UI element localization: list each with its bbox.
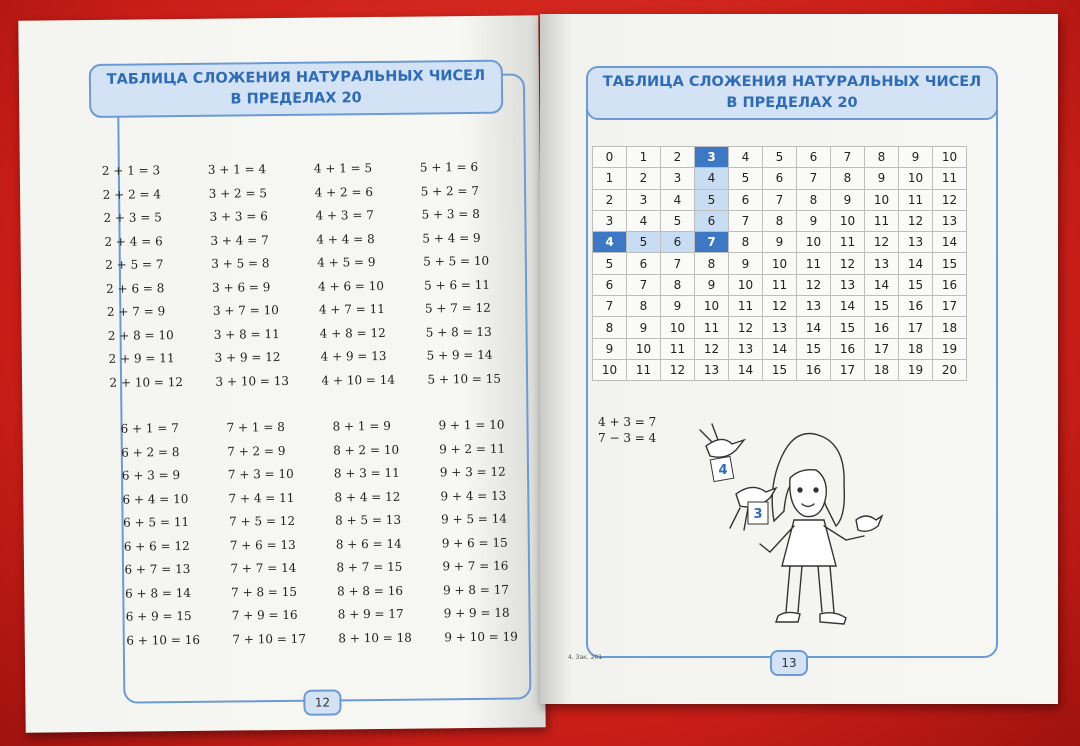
addition-fact: 4 + 6 = 10	[318, 278, 385, 294]
grid-cell: 18	[933, 317, 967, 338]
addition-fact: 8 + 1 = 9	[332, 418, 391, 434]
addition-fact: 6 + 8 = 14	[125, 585, 192, 601]
addition-fact: 5 + 9 = 14	[426, 347, 493, 363]
addition-fact: 4 + 7 = 11	[318, 301, 385, 317]
addition-fact: 2 + 3 = 5	[103, 210, 162, 225]
example-equation-1: 4 + 3 = 7	[598, 415, 657, 429]
addition-fact: 8 + 3 = 11	[333, 465, 400, 481]
grid-cell: 15	[933, 253, 967, 274]
addition-fact: 5 + 10 = 15	[427, 371, 502, 386]
grid-cell: 17	[831, 359, 865, 380]
addition-column	[420, 155, 528, 391]
example-equation-2: 7 − 3 = 4	[598, 431, 657, 445]
grid-cell: 8	[695, 253, 729, 274]
addition-fact: 3 + 6 = 9	[212, 279, 271, 295]
grid-cell: 16	[831, 338, 865, 359]
page-number-left: 12	[303, 689, 341, 715]
addition-fact: 5 + 7 = 12	[424, 300, 491, 316]
grid-cell: 6	[763, 168, 797, 189]
addition-fact: 9 + 8 = 17	[442, 582, 510, 597]
grid-cell: 14	[729, 359, 763, 380]
grid-cell: 4	[593, 232, 627, 253]
grid-cell: 6	[627, 253, 661, 274]
addition-fact: 7 + 4 = 11	[228, 490, 295, 506]
grid-cell: 16	[865, 317, 899, 338]
grid-cell: 9	[763, 232, 797, 253]
grid-cell: 5	[729, 168, 763, 189]
grid-cell: 7	[797, 168, 831, 189]
right-header-line2: В ПРЕДЕЛАХ 20	[726, 95, 858, 111]
right-header-line1: ТАБЛИЦА СЛОЖЕНИЯ НАТУРАЛЬНЫХ ЧИСЕЛ	[602, 74, 982, 90]
grid-cell: 11	[933, 168, 967, 189]
addition-fact: 3 + 10 = 13	[215, 373, 290, 389]
addition-fact: 7 + 5 = 12	[229, 513, 296, 529]
grid-cell: 6	[661, 232, 695, 253]
addition-fact: 6 + 3 = 9	[121, 468, 181, 483]
addition-fact: 5 + 5 = 10	[423, 253, 490, 269]
grid-cell: 7	[661, 253, 695, 274]
addition-fact: 9 + 10 = 19	[444, 629, 518, 644]
addition-table-grid	[592, 146, 967, 381]
addition-fact: 5 + 2 = 7	[420, 183, 480, 199]
addition-fact: 7 + 7 = 14	[230, 560, 297, 576]
addition-fact: 9 + 3 = 12	[439, 464, 506, 480]
addition-fact: 4 + 10 = 14	[321, 372, 396, 388]
addition-fact: 9 + 4 = 13	[440, 488, 507, 503]
girl-with-birds-illustration	[686, 416, 886, 634]
left-page-header	[89, 60, 504, 118]
grid-cell: 13	[899, 232, 933, 253]
grid-cell: 17	[899, 317, 933, 338]
addition-fact: 3 + 7 = 10	[212, 303, 279, 318]
addition-column	[226, 415, 334, 651]
printing-footnote: 4. Зак. 201	[568, 654, 603, 661]
grid-cell: 19	[899, 359, 933, 380]
addition-column	[314, 157, 422, 393]
grid-cell: 7	[593, 296, 627, 317]
grid-cell: 14	[933, 232, 967, 253]
grid-cell: 15	[763, 359, 797, 380]
addition-column	[438, 413, 546, 649]
grid-cell: 13	[865, 253, 899, 274]
addition-column	[332, 414, 440, 650]
grid-cell: 12	[831, 253, 865, 274]
addition-fact: 2 + 5 = 7	[105, 257, 164, 272]
grid-cell: 10	[865, 189, 899, 210]
grid-row	[593, 210, 967, 231]
addition-fact: 3 + 1 = 4	[207, 162, 267, 177]
addition-fact: 2 + 8 = 10	[107, 327, 174, 343]
addition-fact: 5 + 3 = 8	[421, 206, 480, 222]
right-page	[540, 14, 1058, 704]
grid-cell: 8	[865, 147, 899, 168]
grid-cell: 12	[797, 274, 831, 295]
grid-cell: 12	[865, 232, 899, 253]
addition-fact: 3 + 2 = 5	[208, 185, 268, 201]
addition-column	[208, 158, 316, 394]
grid-cell: 5	[763, 147, 797, 168]
grid-cell: 8	[831, 168, 865, 189]
grid-cell: 3	[661, 168, 695, 189]
addition-fact: 8 + 8 = 16	[336, 583, 404, 598]
addition-fact: 7 + 6 = 13	[229, 537, 296, 553]
grid-row	[593, 168, 967, 189]
grid-cell: 10	[831, 210, 865, 231]
left-header-line2: В ПРЕДЕЛАХ 20	[230, 90, 362, 108]
grid-cell: 8	[593, 317, 627, 338]
addition-fact: 7 + 3 = 10	[227, 466, 294, 482]
grid-cell: 6	[797, 147, 831, 168]
addition-column	[102, 159, 210, 395]
grid-cell: 10	[627, 338, 661, 359]
grid-cell: 13	[933, 210, 967, 231]
grid-cell: 4	[695, 168, 729, 189]
grid-cell: 9	[627, 317, 661, 338]
grid-cell: 11	[899, 189, 933, 210]
addition-fact: 6 + 7 = 13	[124, 561, 191, 577]
card-a-number: 4	[718, 463, 728, 478]
grid-cell: 7	[695, 232, 729, 253]
grid-cell: 8	[627, 296, 661, 317]
addition-fact: 3 + 3 = 6	[209, 209, 268, 224]
addition-fact: 4 + 2 = 6	[314, 184, 374, 200]
addition-fact: 8 + 4 = 12	[334, 489, 401, 504]
grid-cell: 20	[933, 359, 967, 380]
grid-cell: 8	[729, 232, 763, 253]
grid-cell: 15	[797, 338, 831, 359]
grid-cell: 9	[695, 274, 729, 295]
addition-fact: 6 + 10 = 16	[126, 632, 200, 648]
left-header-line1: ТАБЛИЦА СЛОЖЕНИЯ НАТУРАЛЬНЫХ ЧИСЕЛ	[106, 67, 486, 88]
addition-fact: 6 + 1 = 7	[120, 421, 179, 436]
grid-cell: 4	[729, 147, 763, 168]
addition-fact: 9 + 1 = 10	[438, 417, 505, 433]
addition-fact: 9 + 6 = 15	[441, 535, 508, 550]
grid-cell: 7	[729, 210, 763, 231]
addition-fact: 4 + 3 = 7	[315, 208, 374, 223]
grid-cell: 13	[797, 296, 831, 317]
grid-cell: 5	[695, 189, 729, 210]
grid-cell: 9	[899, 147, 933, 168]
grid-cell: 14	[865, 274, 899, 295]
grid-cell: 9	[865, 168, 899, 189]
left-page	[18, 15, 545, 732]
card-b-number: 3	[753, 507, 763, 522]
page-number-right: 13	[770, 650, 808, 676]
grid-cell: 8	[797, 189, 831, 210]
grid-cell: 5	[593, 253, 627, 274]
addition-fact: 4 + 1 = 5	[313, 161, 373, 176]
grid-cell: 13	[695, 359, 729, 380]
addition-fact: 5 + 8 = 13	[425, 324, 492, 339]
grid-cell: 10	[763, 253, 797, 274]
grid-cell: 16	[933, 274, 967, 295]
grid-cell: 7	[627, 274, 661, 295]
grid-cell: 11	[627, 359, 661, 380]
addition-fact: 2 + 4 = 6	[104, 233, 163, 249]
addition-fact: 9 + 5 = 14	[441, 511, 508, 527]
grid-cell: 11	[763, 274, 797, 295]
addition-fact: 4 + 4 = 8	[316, 231, 375, 247]
addition-fact: 8 + 10 = 18	[338, 630, 412, 645]
grid-cell: 12	[899, 210, 933, 231]
addition-fact: 5 + 6 = 11	[424, 277, 491, 293]
grid-cell: 1	[627, 147, 661, 168]
grid-cell: 6	[695, 210, 729, 231]
grid-cell: 11	[729, 296, 763, 317]
grid-cell: 2	[627, 168, 661, 189]
grid-cell: 10	[899, 168, 933, 189]
grid-cell: 3	[695, 147, 729, 168]
addition-fact: 6 + 9 = 15	[125, 608, 192, 624]
grid-cell: 2	[661, 147, 695, 168]
addition-fact: 3 + 4 = 7	[210, 232, 269, 248]
addition-fact: 4 + 9 = 13	[320, 348, 387, 364]
grid-cell: 10	[797, 232, 831, 253]
grid-cell: 5	[627, 232, 661, 253]
grid-cell: 16	[899, 296, 933, 317]
grid-row	[593, 296, 967, 317]
grid-cell: 0	[593, 147, 627, 168]
addition-fact: 3 + 8 = 11	[213, 326, 280, 342]
right-page-header	[586, 66, 998, 120]
addition-fact: 9 + 2 = 11	[439, 441, 506, 456]
addition-fact: 7 + 10 = 17	[232, 631, 306, 647]
grid-cell: 2	[593, 189, 627, 210]
grid-row	[593, 274, 967, 295]
addition-fact: 7 + 9 = 16	[231, 607, 298, 623]
grid-cell: 11	[831, 232, 865, 253]
addition-fact: 4 + 5 = 9	[317, 255, 376, 270]
grid-cell: 3	[593, 210, 627, 231]
addition-fact: 6 + 6 = 12	[123, 538, 190, 554]
grid-cell: 6	[593, 274, 627, 295]
grid-cell: 10	[729, 274, 763, 295]
grid-cell: 17	[865, 338, 899, 359]
grid-cell: 15	[831, 317, 865, 338]
grid-row	[593, 317, 967, 338]
grid-cell: 17	[933, 296, 967, 317]
addition-fact: 8 + 2 = 10	[333, 442, 400, 457]
grid-cell: 13	[729, 338, 763, 359]
addition-fact: 2 + 7 = 9	[106, 304, 166, 319]
addition-fact: 7 + 8 = 15	[231, 584, 298, 600]
example-equations	[598, 414, 656, 446]
addition-fact: 7 + 2 = 9	[227, 443, 286, 459]
grid-cell: 10	[695, 296, 729, 317]
addition-fact: 3 + 9 = 12	[214, 350, 281, 365]
addition-fact: 8 + 7 = 15	[336, 559, 403, 575]
grid-cell: 8	[763, 210, 797, 231]
grid-cell: 12	[695, 338, 729, 359]
addition-fact: 2 + 6 = 8	[106, 280, 165, 296]
grid-cell: 7	[763, 189, 797, 210]
grid-cell: 7	[831, 147, 865, 168]
addition-fact: 4 + 8 = 12	[319, 325, 386, 341]
grid-cell: 10	[661, 317, 695, 338]
grid-cell: 11	[865, 210, 899, 231]
grid-row	[593, 189, 967, 210]
grid-cell: 13	[763, 317, 797, 338]
grid-cell: 11	[661, 338, 695, 359]
grid-cell: 9	[593, 338, 627, 359]
addition-fact: 2 + 9 = 11	[108, 351, 175, 366]
addition-columns-bottom	[120, 413, 546, 652]
addition-fact: 8 + 9 = 17	[337, 606, 404, 622]
addition-fact: 5 + 1 = 6	[419, 159, 479, 175]
grid-cell: 11	[695, 317, 729, 338]
addition-fact: 2 + 10 = 12	[109, 374, 184, 390]
grid-cell: 9	[797, 210, 831, 231]
grid-cell: 1	[593, 168, 627, 189]
grid-cell: 14	[763, 338, 797, 359]
addition-fact: 7 + 1 = 8	[226, 419, 285, 435]
grid-cell: 14	[831, 296, 865, 317]
grid-cell: 9	[729, 253, 763, 274]
addition-fact: 6 + 4 = 10	[122, 491, 189, 507]
grid-cell: 12	[763, 296, 797, 317]
grid-cell: 18	[865, 359, 899, 380]
addition-fact: 9 + 9 = 18	[443, 605, 510, 621]
grid-cell: 5	[661, 210, 695, 231]
grid-cell: 10	[933, 147, 967, 168]
addition-fact: 2 + 2 = 4	[102, 186, 162, 202]
addition-fact: 6 + 2 = 8	[121, 444, 180, 460]
addition-fact: 5 + 4 = 9	[422, 230, 481, 246]
addition-fact: 8 + 5 = 13	[335, 512, 402, 528]
grid-row	[593, 232, 967, 253]
grid-cell: 12	[933, 189, 967, 210]
grid-cell: 19	[933, 338, 967, 359]
grid-cell: 10	[593, 359, 627, 380]
grid-cell: 9	[661, 296, 695, 317]
addition-fact: 8 + 6 = 14	[335, 536, 402, 551]
grid-row	[593, 359, 967, 380]
addition-fact: 3 + 5 = 8	[211, 256, 270, 271]
grid-cell: 13	[831, 274, 865, 295]
grid-cell: 9	[831, 189, 865, 210]
grid-row	[593, 338, 967, 359]
addition-fact: 6 + 5 = 11	[123, 514, 190, 530]
addition-fact: 9 + 7 = 16	[442, 558, 509, 574]
grid-cell: 4	[661, 189, 695, 210]
grid-cell: 4	[627, 210, 661, 231]
grid-cell: 15	[865, 296, 899, 317]
grid-cell: 12	[661, 359, 695, 380]
grid-row	[593, 253, 967, 274]
addition-fact: 2 + 1 = 3	[101, 163, 161, 178]
grid-cell: 16	[797, 359, 831, 380]
addition-column	[120, 417, 228, 653]
grid-cell: 11	[797, 253, 831, 274]
grid-row	[593, 147, 967, 168]
grid-cell: 14	[797, 317, 831, 338]
grid-cell: 18	[899, 338, 933, 359]
grid-cell: 3	[627, 189, 661, 210]
grid-cell: 8	[661, 274, 695, 295]
grid-cell: 15	[899, 274, 933, 295]
grid-cell: 6	[729, 189, 763, 210]
grid-cell: 14	[899, 253, 933, 274]
grid-cell: 12	[729, 317, 763, 338]
addition-columns-top	[102, 155, 528, 394]
